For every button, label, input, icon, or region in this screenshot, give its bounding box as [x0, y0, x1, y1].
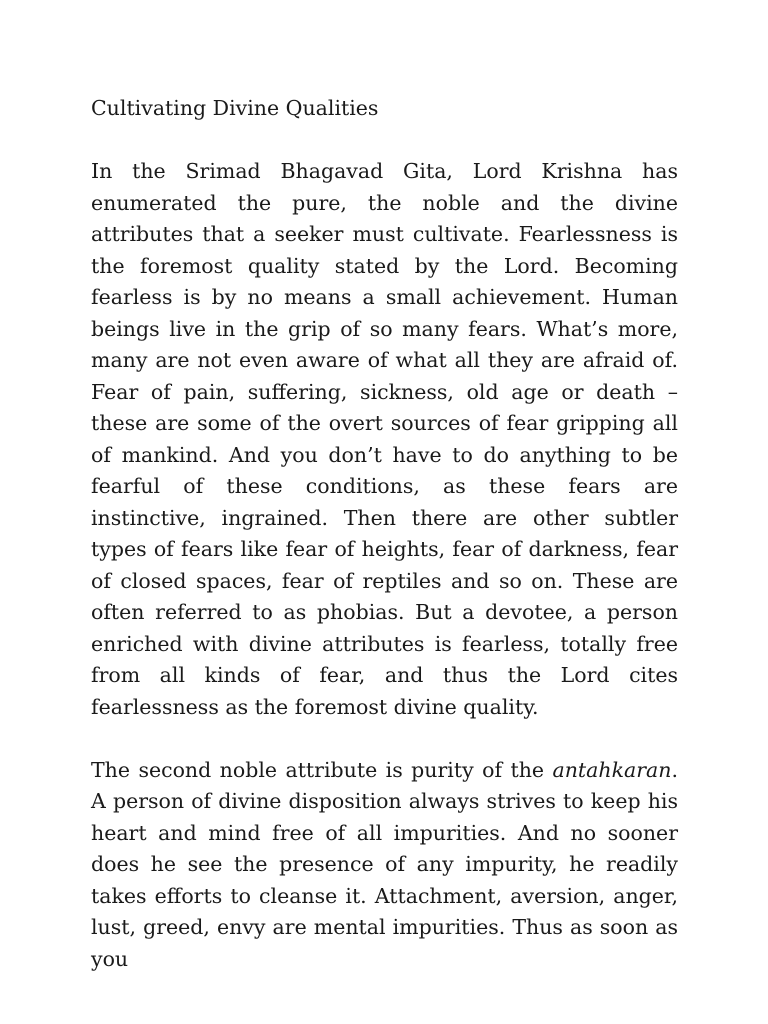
document-page — [91, 93, 678, 1007]
paragraph-purity-rest: . A person of divine disposition always strives to keep his heart and mind free of all impurities. And no sooner does he see the presence of any impurity, he readily takes efforts to cleanse it. Attachment, aversion, anger, lust, greed, envy are mental impurities. Thus as soon as you — [91, 757, 678, 971]
paragraph-purity — [91, 755, 678, 976]
paragraph-purity-lead: The second noble attribute is purity of the — [91, 757, 553, 782]
paragraph-fearlessness: In the Srimad Bhagavad Gita, Lord Krishna has enumerated the pure, the noble and the divine attributes that a seeker must cultivate. Fearlessness is the foremost quality stated by the Lord. Becoming fearless is by no means a small achievement. Human beings live in the grip of so many fears. What’s more, many are not even aware of what all they are afraid of. Fear of pain, suffering, sickness, old age or death – these are some of the overt sources of fear gripping all of mankind. And you don’t have to do anything to be fearful of these conditions, as these fears are instinctive, ingrained. Then there are other subtler types of fears like fear of heights, fear of darkness, fear of closed spaces, fear of reptiles and so on. These are often referred to as phobias. But a devotee, a person enriched with divine attributes is fearless, totally free from all kinds of fear, and thus the Lord cites fearlessness as the foremost divine quality. — [91, 159, 678, 719]
document-title: Cultivating Divine Qualities — [91, 96, 379, 120]
italic-term-antahkaran: antahkaran — [552, 757, 672, 782]
